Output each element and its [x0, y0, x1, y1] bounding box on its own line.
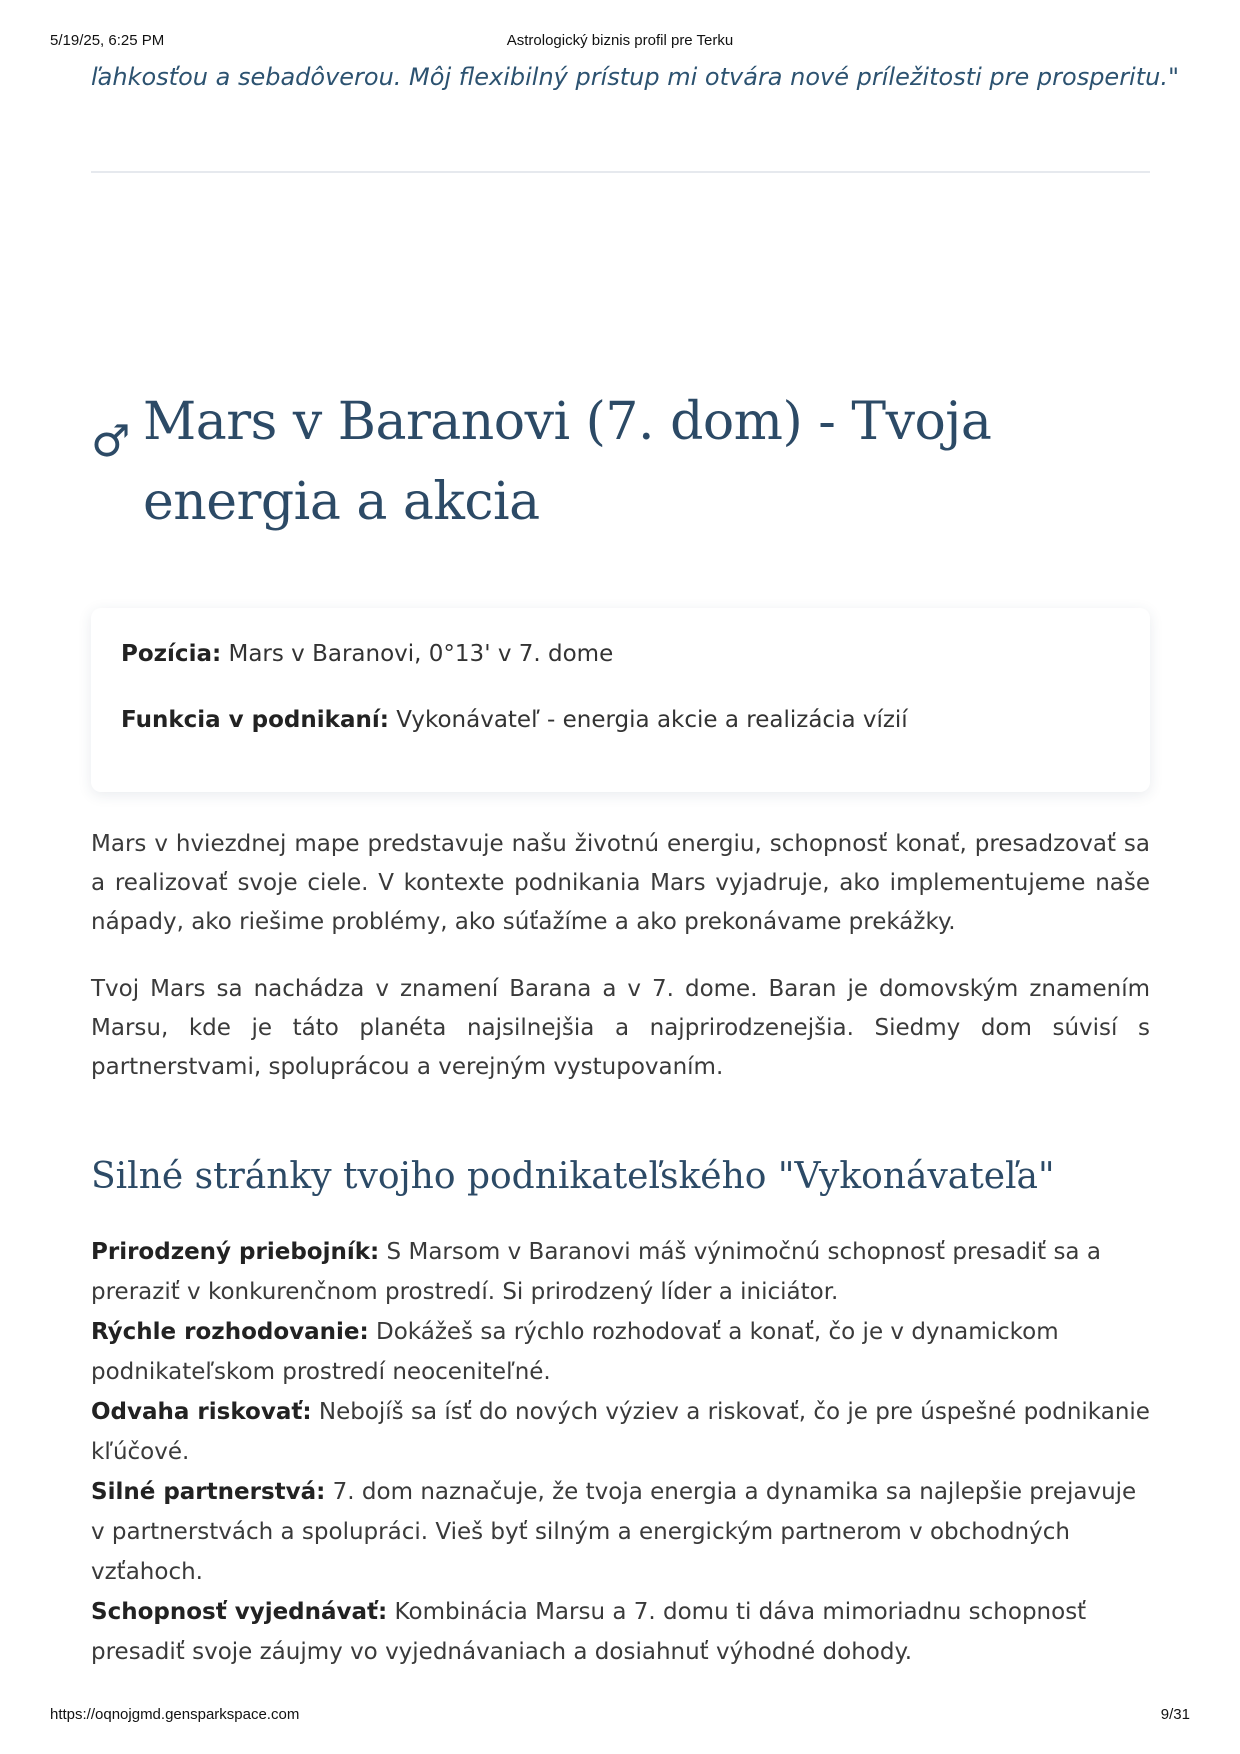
- affirmation-quote-tail: ľahkosťou a sebadôverou. Môj flexibilný prístup mi otvára nové príležitosti pre prosperitu.": [91, 63, 1180, 91]
- function-label: Funkcia v podnikaní:: [121, 707, 389, 733]
- section-title: Mars v Baranovi (7. dom) - Tvoja energia a akcia: [143, 392, 992, 532]
- position-row: [121, 638, 613, 670]
- placement-paragraph: Tvoj Mars sa nachádza v znamení Barana a v 7. dome. Baran je domovským znamením Marsu, kde je táto planéta najsilnejšia a najprirodzenejšia. Siedmy dom súvisí s partnerstvami, spoluprácou a verejným vystupovaním.: [91, 976, 1150, 1080]
- strengths-heading: Silné stránky tvojho podnikateľského "Vykonávateľa": [91, 1156, 1055, 1197]
- planet-info-card: [91, 608, 1150, 792]
- print-datetime: 5/19/25, 6:25 PM: [50, 32, 165, 49]
- mars-icon: ♂: [91, 416, 131, 467]
- list-item: [91, 1472, 1150, 1592]
- print-page-title: Astrologický biznis profil pre Terku: [506, 32, 734, 49]
- strength-text: S Marsom v Baranovi máš výnimočnú schopnosť presadiť sa a preraziť v konkurenčnom prostredí. Si prirodzený líder a iniciátor.: [91, 1239, 1101, 1305]
- strength-label: Rýchle rozhodovanie:: [91, 1319, 369, 1345]
- strength-label: Silné partnerstvá:: [91, 1479, 326, 1505]
- function-value: Vykonávateľ - energia akcie a realizácia vízií: [388, 707, 908, 733]
- strength-label: Schopnosť vyjednávať:: [91, 1599, 388, 1625]
- list-item: [91, 1232, 1150, 1312]
- strength-text: Kombinácia Marsu a 7. domu ti dáva mimoriadnu schopnosť presadiť svoje záujmy vo vyjednávaniach a dosiahnuť výhodné dohody.: [91, 1599, 1087, 1665]
- strength-text: 7. dom naznačuje, že tvoja energia a dynamika sa najlepšie prejavuje v partnerstvách a spolupráci. Vieš byť silným a energickým partnerom v obchodných vzťahoch.: [91, 1479, 1137, 1585]
- section-divider: [91, 171, 1150, 173]
- list-item: [91, 1392, 1150, 1472]
- position-value: Mars v Baranovi, 0°13' v 7. dome: [221, 641, 614, 667]
- strength-label: Prirodzený priebojník:: [91, 1239, 380, 1265]
- intro-paragraph: Mars v hviezdnej mape predstavuje našu životnú energiu, schopnosť konať, presadzovať sa a realizovať svoje ciele. V kontexte podnikania Mars vyjadruje, ako implementujeme naše nápady, ako riešime problémy, ako súťažíme a ako prekonávame prekážky.: [91, 831, 1150, 935]
- position-label: Pozícia:: [121, 641, 222, 667]
- strengths-list: [91, 1232, 1150, 1672]
- page-number: 9/31: [1160, 1706, 1190, 1723]
- print-header: [50, 32, 1190, 52]
- list-item: [91, 1312, 1150, 1392]
- print-footer: [50, 1706, 1190, 1726]
- function-row: [121, 704, 908, 736]
- strength-label: Odvaha riskovať:: [91, 1399, 312, 1425]
- list-item: [91, 1592, 1150, 1672]
- page-url[interactable]: https://oqnojgmd.gensparkspace.com: [50, 1706, 300, 1723]
- strength-text: Nebojíš sa ísť do nových výziev a riskovať, čo je pre úspešné podnikanie kľúčové.: [91, 1399, 1150, 1465]
- strength-text: Dokážeš sa rýchlo rozhodovať a konať, čo je v dynamickom podnikateľskom prostredí neoceniteľné.: [91, 1319, 1059, 1385]
